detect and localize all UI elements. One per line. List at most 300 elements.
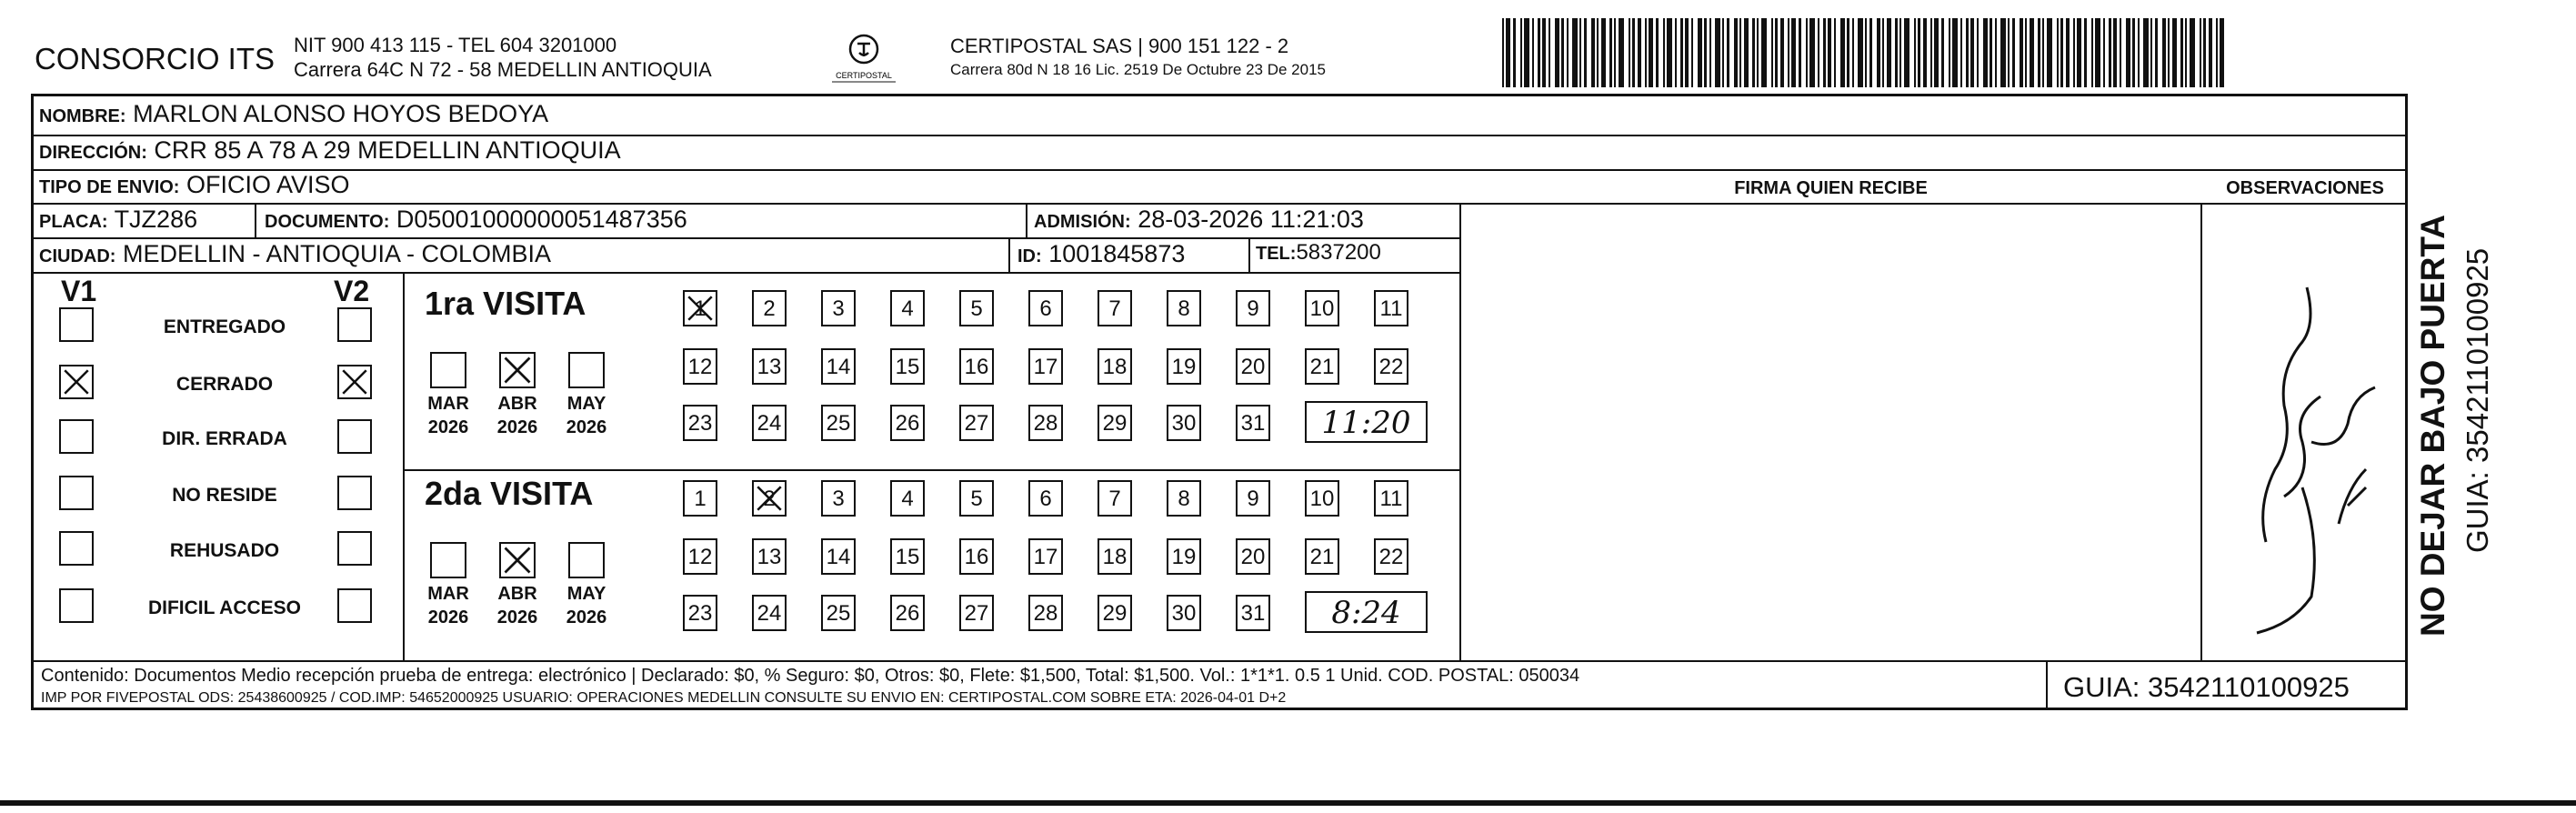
day-number: 7	[1108, 296, 1121, 321]
barcode-bar	[1941, 18, 1944, 87]
day-number: 16	[964, 355, 989, 379]
barcode-bar	[1877, 18, 1880, 87]
day-box[interactable]	[1028, 290, 1063, 326]
day-number: 3	[832, 296, 845, 321]
barcode-bar	[2132, 18, 2135, 87]
day-box[interactable]	[959, 290, 994, 326]
nombre-row	[39, 100, 548, 128]
day-box[interactable]	[752, 595, 787, 631]
delivery-form	[31, 94, 2408, 710]
barcode-bar	[1949, 18, 1950, 87]
day-number: 24	[757, 411, 782, 436]
status-reason-label: DIFICIL ACCESO	[147, 597, 301, 618]
placa-label: PLACA:	[39, 212, 108, 232]
side-guia: GUIA: 3542110100925	[2461, 247, 2494, 553]
day-box[interactable]	[821, 595, 856, 631]
day-number: 9	[1247, 296, 1259, 321]
barcode-bar	[1561, 18, 1564, 87]
day-number: 27	[964, 601, 989, 626]
barcode-bar	[1757, 18, 1759, 87]
barcode-bar	[1966, 18, 1969, 87]
barcode-bar	[1645, 18, 1647, 87]
barcode-bar	[2126, 18, 2130, 87]
day-box[interactable]	[959, 595, 994, 631]
barcode-bar	[2077, 18, 2081, 87]
barcode-bar	[1918, 18, 1920, 87]
status-reason-label: DIR. ERRADA	[162, 428, 287, 449]
v2-checkbox[interactable]	[337, 531, 372, 566]
day-box[interactable]	[959, 538, 994, 575]
company-address-line: Carrera 64C N 72 - 58 MEDELLIN ANTIOQUIA	[294, 58, 712, 81]
day-number: 29	[1102, 601, 1128, 626]
month-name: MAY	[566, 584, 606, 604]
month-checkbox[interactable]	[430, 542, 466, 578]
day-number: 29	[1102, 411, 1128, 436]
barcode-bar	[1601, 18, 1606, 87]
day-number: 8	[1178, 296, 1190, 321]
barcode-bar	[2060, 18, 2063, 87]
day-number: 27	[964, 411, 989, 436]
day-box[interactable]	[1236, 538, 1270, 575]
barcode-bar	[1899, 18, 1901, 87]
day-box[interactable]	[890, 348, 925, 385]
admision-label: ADMISIÓN:	[1034, 212, 1131, 232]
barcode-bar	[1502, 18, 1504, 87]
certipostal-info	[950, 35, 1326, 82]
day-box[interactable]	[1028, 538, 1063, 575]
day-box[interactable]	[1374, 348, 1408, 385]
day-number: 28	[1033, 601, 1058, 626]
day-number: 20	[1240, 545, 1266, 569]
barcode-bar	[1904, 18, 1909, 87]
day-number: 5	[970, 487, 983, 511]
tel-label: TEL:	[1256, 244, 1297, 264]
day-box[interactable]	[890, 595, 925, 631]
x-mark-icon	[501, 354, 534, 386]
footer-imp: IMP POR FIVEPOSTAL ODS: 25438600925 / COD.IMP: 54652000925 USUARIO: OPERACIONES MEDELLIN CONSULTE SU ENVIO EN: CERTIPOSTAL.COM SOBRE ETA: 2026-04-01 D+2	[41, 690, 1287, 706]
barcode-bar	[2042, 18, 2044, 87]
day-number: 7	[1108, 487, 1121, 511]
day-box[interactable]	[1236, 480, 1270, 517]
id-label: ID:	[1017, 246, 1042, 266]
barcode-bar	[2103, 18, 2105, 87]
barcode-bar	[1775, 18, 1778, 87]
v1-checkbox[interactable]	[59, 307, 94, 342]
day-box[interactable]	[752, 348, 787, 385]
day-box[interactable]	[683, 595, 717, 631]
day-box[interactable]	[1098, 405, 1132, 441]
day-number: 3	[832, 487, 845, 511]
v2-header: V2	[334, 275, 370, 307]
day-box[interactable]	[1374, 480, 1408, 517]
x-mark-icon	[61, 366, 92, 397]
tipo-row	[39, 171, 350, 199]
barcode-bar	[1680, 18, 1683, 87]
barcode-bar	[1869, 18, 1872, 87]
documento-value: D05001000000051487356	[396, 206, 687, 233]
barcode-bar	[1828, 18, 1831, 87]
barcode-bar	[1632, 18, 1635, 87]
v1-header: V1	[61, 275, 97, 307]
day-number: 4	[901, 296, 914, 321]
x-mark-icon	[501, 544, 534, 577]
barcode-bar	[1847, 18, 1849, 87]
day-number: 28	[1033, 411, 1058, 436]
day-number: 19	[1171, 545, 1197, 569]
v2-checkbox[interactable]	[337, 307, 372, 342]
barcode-bar	[1698, 18, 1702, 87]
day-number: 24	[757, 601, 782, 626]
barcode-bar	[1734, 18, 1738, 87]
day-number: 19	[1171, 355, 1197, 379]
documento-label: DOCUMENTO:	[265, 212, 390, 232]
day-box[interactable]	[821, 348, 856, 385]
day-box[interactable]	[959, 405, 994, 441]
visit-title: 2da VISITA	[425, 475, 594, 512]
day-number: 31	[1240, 411, 1266, 436]
barcode-bar	[1852, 18, 1854, 87]
certipostal-logo	[823, 31, 905, 85]
documento-field	[265, 206, 687, 234]
barcode-bar	[1739, 18, 1741, 87]
day-box[interactable]	[1305, 348, 1339, 385]
x-mark-icon	[754, 482, 785, 515]
day-number: 21	[1309, 355, 1335, 379]
day-box[interactable]	[1236, 348, 1270, 385]
day-number: 22	[1378, 355, 1404, 379]
day-box[interactable]	[890, 290, 925, 326]
status-reason-label: CERRADO	[175, 374, 274, 395]
barcode-bar	[1834, 18, 1836, 87]
footer-guia: GUIA: 3542110100925	[2063, 671, 2350, 703]
day-box[interactable]	[1374, 538, 1408, 575]
day-number: 9	[1247, 487, 1259, 511]
barcode-bar	[1555, 18, 1559, 87]
day-box[interactable]	[1098, 348, 1132, 385]
barcode-bar	[1923, 18, 1927, 87]
barcode-bar	[2138, 18, 2140, 87]
day-number: 12	[687, 355, 713, 379]
month-year: 2026	[427, 417, 469, 437]
month-year: 2026	[496, 607, 538, 627]
barcode-bar	[1809, 18, 1815, 87]
day-box[interactable]	[1167, 595, 1201, 631]
month-label	[561, 582, 612, 629]
day-box[interactable]	[752, 290, 787, 326]
day-number: 26	[895, 601, 920, 626]
tel-field	[1256, 240, 1381, 266]
v1-checkbox[interactable]	[59, 531, 94, 566]
company-nit-line: NIT 900 413 115 - TEL 604 3201000	[294, 34, 617, 56]
day-box[interactable]	[1374, 290, 1408, 326]
day-box[interactable]	[1028, 348, 1063, 385]
v2-checkbox[interactable]	[337, 476, 372, 510]
day-box[interactable]	[1098, 480, 1132, 517]
month-name: MAR	[427, 394, 469, 414]
barcode-bar	[1656, 18, 1659, 87]
day-number: 6	[1039, 296, 1052, 321]
day-number: 13	[757, 545, 782, 569]
barcode-bar	[2209, 18, 2212, 87]
month-year: 2026	[496, 417, 538, 437]
day-box[interactable]	[890, 480, 925, 517]
day-number: 16	[964, 545, 989, 569]
day-box[interactable]	[1167, 405, 1201, 441]
admision-field	[1034, 206, 1364, 234]
day-number: 18	[1102, 355, 1128, 379]
month-checkbox[interactable]	[499, 352, 536, 388]
day-number: 23	[687, 411, 713, 436]
day-box[interactable]	[683, 405, 717, 441]
day-box[interactable]	[959, 348, 994, 385]
barcode-bar	[2025, 18, 2027, 87]
barcode-bar	[2185, 18, 2187, 87]
barcode-bar	[1506, 18, 1510, 87]
month-checkbox[interactable]	[568, 542, 605, 578]
barcode-bar	[1865, 18, 1867, 87]
day-number: 6	[1039, 487, 1052, 511]
barcode-bar	[2155, 18, 2158, 87]
day-box[interactable]	[1028, 595, 1063, 631]
barcode-bar	[1520, 18, 1522, 87]
barcode-bar	[1549, 18, 1550, 87]
barcode-bar	[1567, 18, 1569, 87]
day-box[interactable]	[1028, 480, 1063, 517]
visit-time-box[interactable]: 11:20	[1305, 401, 1428, 443]
day-box[interactable]	[683, 480, 717, 517]
barcode-bar	[2095, 18, 2100, 87]
month-name: MAR	[427, 584, 469, 604]
day-box[interactable]	[1167, 348, 1201, 385]
direccion-value: CRR 85 A 78 A 29 MEDELLIN ANTIOQUIA	[154, 136, 621, 164]
barcode-bar	[1532, 18, 1534, 87]
day-box[interactable]	[1028, 405, 1063, 441]
day-box[interactable]	[1305, 538, 1339, 575]
v2-checkbox[interactable]	[337, 419, 372, 454]
day-number: 21	[1309, 545, 1335, 569]
direccion-label: DIRECCIÓN:	[39, 143, 147, 163]
barcode-bar	[1744, 18, 1749, 87]
day-box[interactable]	[1167, 538, 1201, 575]
barcode-bar	[1840, 18, 1845, 87]
day-number: 14	[826, 355, 851, 379]
barcode-bar	[1619, 18, 1624, 87]
barcode-bar	[2066, 18, 2070, 87]
barcode-bar	[1691, 18, 1693, 87]
day-number: 15	[895, 355, 920, 379]
barcode-bar	[2150, 18, 2152, 87]
day-box[interactable]	[1167, 290, 1201, 326]
barcode-bar	[1806, 18, 1808, 87]
barcode-bar	[1579, 18, 1581, 87]
visit-time-box[interactable]: 8:24	[1305, 591, 1428, 633]
day-box[interactable]	[821, 290, 856, 326]
v1-checkbox[interactable]	[59, 476, 94, 510]
firma-header: FIRMA QUIEN RECIBE	[1734, 178, 1928, 198]
day-number: 20	[1240, 355, 1266, 379]
barcode-bar	[2047, 18, 2052, 87]
barcode-bar	[1882, 18, 1884, 87]
barcode-bar	[1970, 18, 1974, 87]
barcode-bar	[1887, 18, 1891, 87]
barcode-bar	[1914, 18, 1916, 87]
barcode-bar	[2020, 18, 2023, 87]
certipostal-line2: Carrera 80d N 18 16 Lic. 2519 De Octubre 23 De 2015	[950, 61, 1326, 78]
day-number: 31	[1240, 601, 1266, 626]
barcode-bar	[2012, 18, 2015, 87]
footer-contenido: Contenido: Documentos Medio recepción prueba de entrega: electrónico | Declarado: $0, % Seguro: $0, Otros: $0, Flete: $1,500, Total: $1,500. Vol.: 1*1*1. 0.5 1 Unid. COD. POSTAL: 050034	[41, 666, 1580, 686]
day-box[interactable]	[752, 405, 787, 441]
barcode-bar	[1542, 18, 1546, 87]
month-label	[423, 582, 474, 629]
x-mark-icon	[685, 292, 716, 325]
v2-checkbox[interactable]	[337, 588, 372, 623]
day-box[interactable]	[1236, 405, 1270, 441]
day-box[interactable]	[1098, 595, 1132, 631]
barcode-bar	[1752, 18, 1755, 87]
logo-text: CERTIPOSTAL	[836, 71, 892, 80]
barcode-bar	[2190, 18, 2195, 87]
barcode-bar	[2008, 18, 2010, 87]
day-number: 10	[1309, 487, 1335, 511]
v1-checkbox[interactable]	[59, 365, 94, 399]
day-box[interactable]	[1167, 480, 1201, 517]
ciudad-field	[39, 240, 551, 268]
barcode-bar	[1538, 18, 1540, 87]
barcode-bar	[1934, 18, 1939, 87]
certipostal-line1: CERTIPOSTAL SAS | 900 151 122 - 2	[950, 35, 1289, 57]
day-number: 30	[1171, 411, 1197, 436]
direccion-row	[39, 136, 621, 165]
barcode-bar	[2084, 18, 2087, 87]
barcode-bar	[1761, 18, 1767, 87]
day-box[interactable]	[1098, 290, 1132, 326]
day-box[interactable]	[1098, 538, 1132, 575]
day-box[interactable]	[1305, 480, 1339, 517]
day-number: 1	[694, 487, 707, 511]
barcode-bar	[2162, 18, 2166, 87]
barcode-bar	[2143, 18, 2149, 87]
admision-value: 28-03-2026 11:21:03	[1138, 206, 1364, 233]
barcode-bar	[2120, 18, 2121, 87]
barcode-bar	[1675, 18, 1677, 87]
v2-checkbox[interactable]	[337, 365, 372, 399]
observaciones-signature	[2202, 233, 2408, 660]
month-label	[492, 392, 543, 439]
day-number: 17	[1033, 545, 1058, 569]
barcode-bar	[1704, 18, 1707, 87]
barcode-bar	[2113, 18, 2117, 87]
barcode-bar	[1791, 18, 1796, 87]
day-number: 18	[1102, 545, 1128, 569]
day-box[interactable]	[821, 405, 856, 441]
v1-checkbox[interactable]	[59, 588, 94, 623]
day-box[interactable]	[752, 480, 787, 517]
day-box[interactable]	[1236, 595, 1270, 631]
barcode-bar	[1977, 18, 1979, 87]
barcode-bar	[1591, 18, 1595, 87]
day-number: 2	[763, 296, 776, 321]
month-label	[561, 392, 612, 439]
id-field	[1017, 240, 1185, 268]
barcode-bar	[2038, 18, 2040, 87]
month-checkbox[interactable]	[430, 352, 466, 388]
tel-value: 5837200	[1296, 240, 1381, 265]
barcode-bar	[2057, 18, 2059, 87]
day-number: 11	[1379, 487, 1403, 511]
day-number: 22	[1378, 545, 1404, 569]
day-number: 12	[687, 545, 713, 569]
day-box[interactable]	[752, 538, 787, 575]
barcode-bar	[1823, 18, 1826, 87]
placa-value: TJZ286	[114, 206, 198, 233]
day-box[interactable]	[1236, 290, 1270, 326]
day-number: 26	[895, 411, 920, 436]
barcode-bar	[2000, 18, 2006, 87]
barcode-bar	[1722, 18, 1724, 87]
day-box[interactable]	[890, 538, 925, 575]
month-name: ABR	[497, 584, 537, 604]
day-box[interactable]	[959, 480, 994, 517]
day-number: 15	[895, 545, 920, 569]
day-number: 25	[826, 601, 851, 626]
month-checkbox[interactable]	[568, 352, 605, 388]
company-info	[294, 33, 712, 82]
barcode-bar	[2220, 18, 2224, 87]
status-reason-label: REHUSADO	[169, 540, 280, 561]
barcode-bar	[1649, 18, 1653, 87]
barcode-bar	[1990, 18, 1992, 87]
day-number: 2	[763, 487, 776, 511]
barcode-bar	[1780, 18, 1784, 87]
tipo-label: TIPO DE ENVIO:	[39, 177, 180, 197]
barcode-bar	[2200, 18, 2201, 87]
barcode-bar	[2109, 18, 2111, 87]
barcode-bar	[1663, 18, 1665, 87]
barcode-bar	[2203, 18, 2206, 87]
day-number: 8	[1178, 487, 1190, 511]
barcode-bar	[1771, 18, 1773, 87]
month-year: 2026	[566, 417, 607, 437]
v1-checkbox[interactable]	[59, 419, 94, 454]
day-box[interactable]	[821, 480, 856, 517]
day-box[interactable]	[683, 348, 717, 385]
day-box[interactable]	[1305, 290, 1339, 326]
page-bottom-border	[0, 800, 2576, 806]
barcode-bar	[1983, 18, 1988, 87]
barcode-bar	[1858, 18, 1863, 87]
day-box[interactable]	[890, 405, 925, 441]
day-number: 10	[1309, 296, 1335, 321]
ciudad-value: MEDELLIN - ANTIOQUIA - COLOMBIA	[122, 240, 552, 267]
barcode-bar	[1952, 18, 1958, 87]
month-label	[492, 582, 543, 629]
month-checkbox[interactable]	[499, 542, 536, 578]
barcode-bar	[1709, 18, 1711, 87]
day-box[interactable]	[683, 290, 717, 326]
barcode	[1502, 18, 2225, 87]
barcode-bar	[2073, 18, 2075, 87]
barcode-bar	[1685, 18, 1689, 87]
x-mark-icon	[339, 366, 370, 397]
placa-field	[39, 206, 197, 234]
day-box[interactable]	[683, 538, 717, 575]
day-number: 25	[826, 411, 851, 436]
day-box[interactable]	[821, 538, 856, 575]
barcode-bar	[2091, 18, 2093, 87]
barcode-bar	[1895, 18, 1898, 87]
tipo-value: OFICIO AVISO	[185, 171, 350, 198]
